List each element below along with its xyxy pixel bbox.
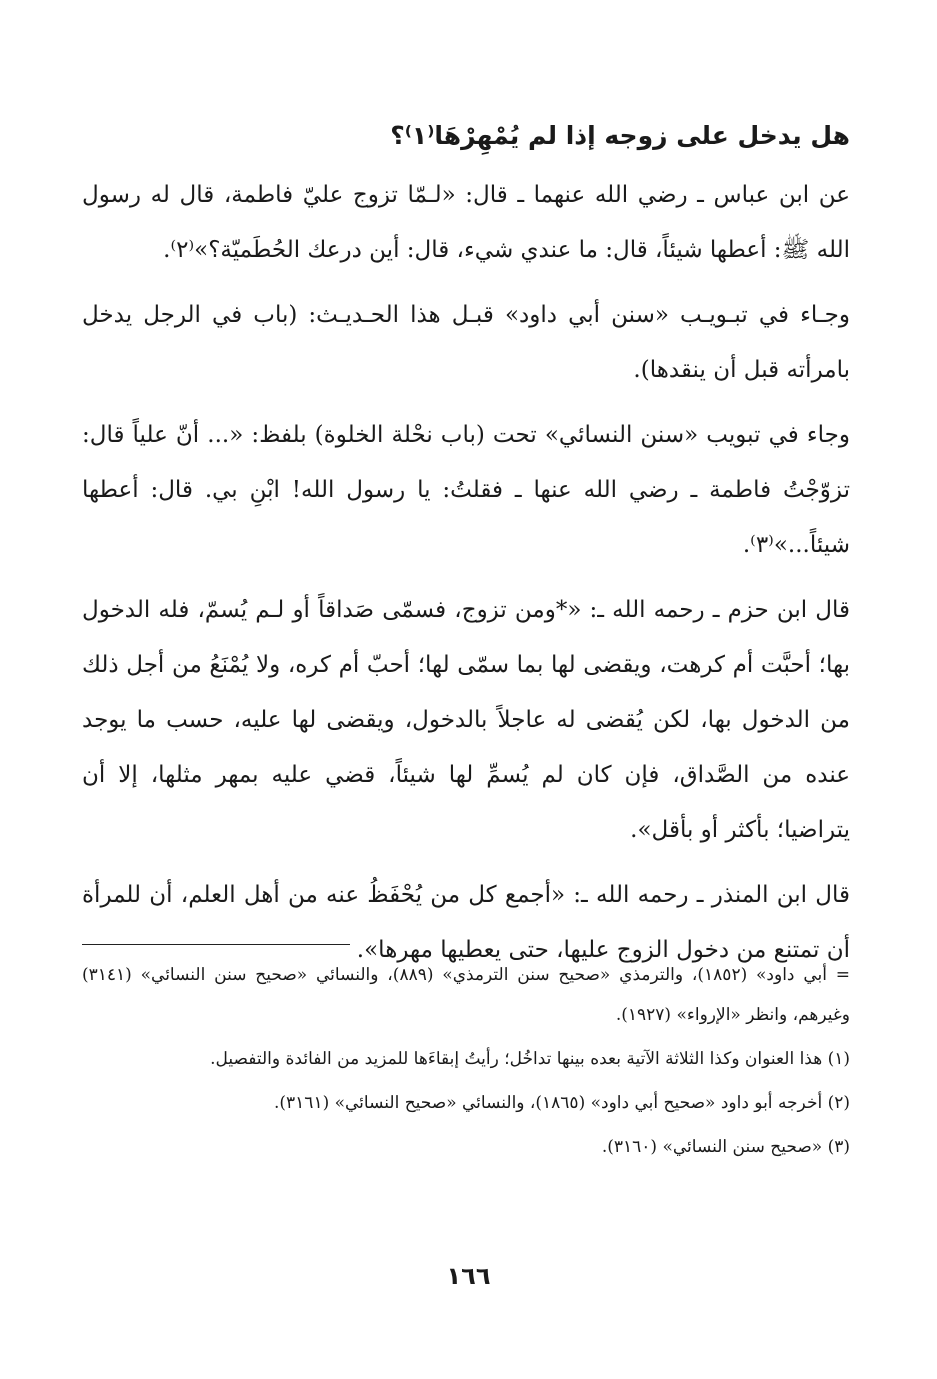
footnote-2: (٢) أخرجه أبو داود «صحيح أبي داود» (١٨٦٥)، والنسائي «صحيح النسائي» (٣١٦١). xyxy=(274,1093,850,1113)
footnote-1: (١) هذا العنوان وكذا الثلاثة الآتية بعده بينها تداخُل؛ رأيتُ إبقاءَها للمزيد من الفائدة والتفصيل. xyxy=(210,1049,850,1069)
paragraph-nasai-chapter: وجاء في تبويب «سنن النسائي» تحت (باب نحْلة الخلوة) بلفظ: «... أنّ علياً قال: تزوّجْتُ فاطمة ـ رضي الله عنها ـ فقلتُ: يا رسول الله! ابْنِ بي. قال: أعطها شيئاً...»⁽٣⁾. xyxy=(82,422,850,558)
footnote-divider xyxy=(82,944,350,945)
paragraph-ibn-hazm: قال ابن حزم ـ رحمه الله ـ: «*ومن تزوج، فسمّى صَداقاً أو لـم يُسمّ، فله الدخول بها؛ أحبَّت أم كرهت، ويقضى لها بما سمّى لها؛ أحبّ أم كره، ولا يُمْنَعُ من أجل ذلك من الدخول بها، لكن يُقضى له عاجلاً بالدخول، ويقضى لها عليه، حسب ما يوجد عنده من الصَّداق، فإن كان لم يُسمِّ لها شيئاً، قضي عليه بمهر مثلها، إلا أن يتراضيا؛ بأكثر أو بأقل». xyxy=(82,597,850,843)
section-heading: هل يدخل على زوجه إذا لم يُمْهِرْهَا⁽١⁾؟ xyxy=(390,121,850,150)
paragraph-ibn-al-mundhir: قال ابن المنذر ـ رحمه الله ـ: «أجمع كل من يُحْفَظُ عنه من أهل العلم، أن للمرأة أن تمتنع من دخول الزوج عليها، حتى يعطيها مهرها». xyxy=(82,882,850,963)
footnote-continuation: = أبي داود» (١٨٥٢)، والترمذي «صحيح سنن الترمذي» (٨٨٩)، والنسائي «صحيح سنن النسائي» (٣١٤١) وغيرهم، وانظر «الإرواء» (١٩٢٧). xyxy=(82,965,851,1025)
paragraph-abu-dawud-chapter: وجـاء في تبـويـب «سنن أبي داود» قبـل هذا الحـديـث: (باب في الرجل يدخل بامرأته قبل أن ينقدها). xyxy=(82,302,850,383)
page-number: ١٦٦ xyxy=(446,1262,491,1290)
main-text xyxy=(82,108,850,988)
footnote-3: (٣) «صحيح سنن النسائي» (٣١٦٠). xyxy=(601,1137,850,1157)
footnotes xyxy=(82,955,850,1171)
paragraph-ibn-abbas-hadith: عن ابن عباس ـ رضي الله عنهما ـ قال: «لـمّا تزوج عليّ فاطمة، قال له رسول الله ﷺ: أعطها شيئاً، قال: ما عندي شيء، قال: أين درعك الحُطَميّة؟»⁽٢⁾. xyxy=(82,182,850,263)
